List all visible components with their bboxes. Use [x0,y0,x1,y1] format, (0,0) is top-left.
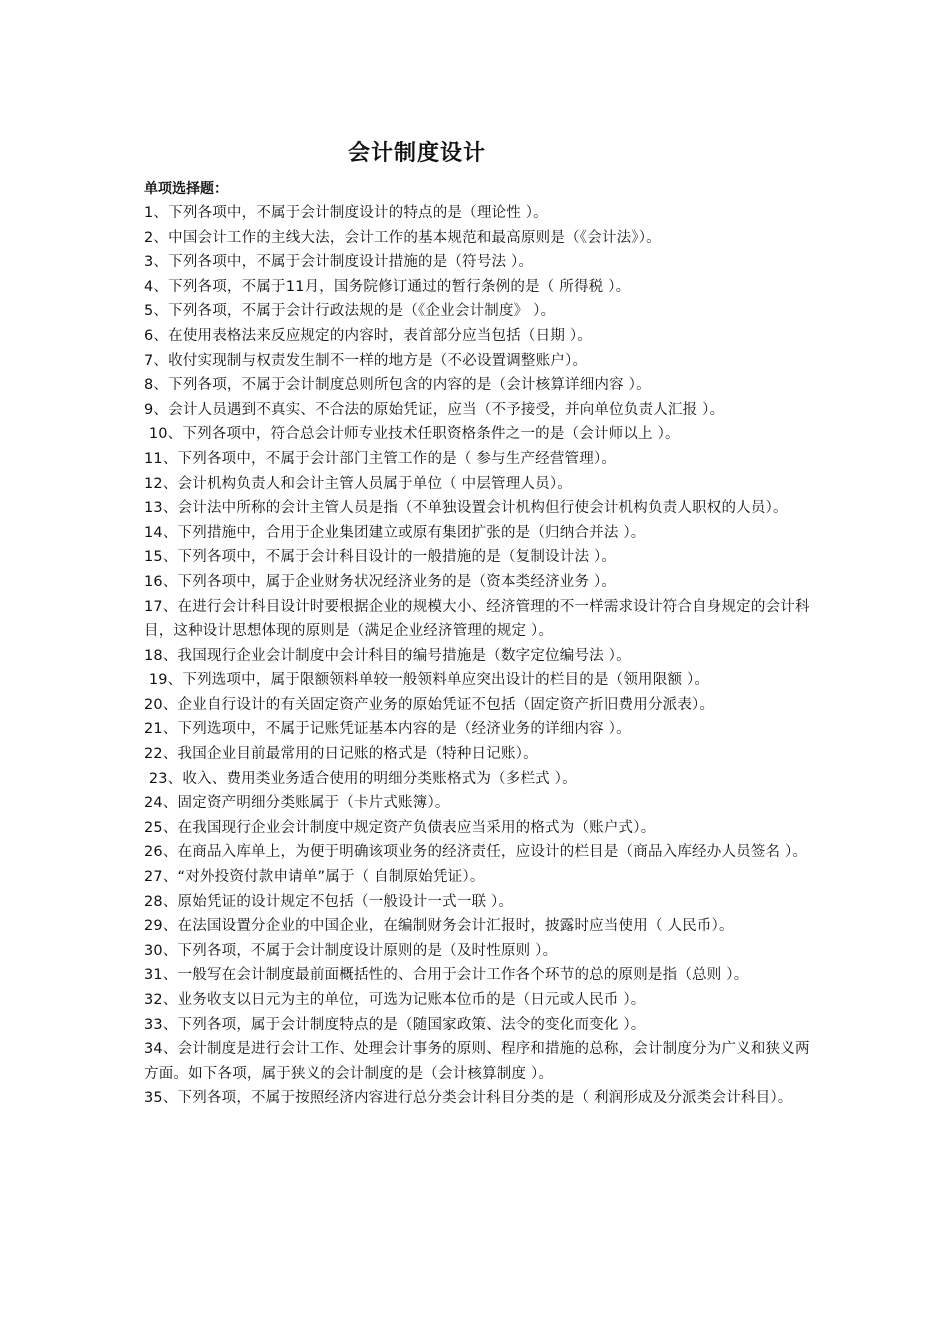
question-item: 1、下列各项中，不属于会计制度设计的特点的是（理论性 ）。 [144,205,548,221]
question-item: 30、下列各项，不属于会计制度设计原则的是（及时性原则 ）。 [144,942,558,959]
question-item: 4、下列各项，不属于11月，国务院修订通过的暂行条例的是（ 所得税 ）。 [144,278,631,295]
question-item: 22、我国企业目前最常用的日记账的格式是（特种日记账）。 [144,746,538,763]
question-item: 21、下列选项中，不属于记账凭证基本内容的是（经济业务的详细内容 ）。 [144,721,631,738]
question-item: 11、下列各项中，不属于会计部门主管工作的是（ 参与生产经营管理）。 [144,450,617,467]
question-item: 35、下列各项，不属于按照经济内容进行总分类会计科目分类的是（ 利润形成及分派类会计科目）。 [144,1090,793,1107]
question-item: 23、收入、费用类业务适合使用的明细分类账格式为（多栏式 ）。 [144,770,577,787]
question-item: 3、下列各项中，不属于会计制度设计措施的是（符号法 ）。 [144,254,534,271]
question-item: 10、下列各项中，符合总会计师专业技术任职资格条件之一的是（会计师以上 ）。 [144,426,680,443]
question-item: 12、会计机构负责人和会计主管人员属于单位（ 中层管理人员）。 [144,475,573,492]
question-list [144,201,824,1111]
question-item: 16、下列各项中，属于企业财务状况经济业务的是（资本类经济业务 ）。 [144,573,617,590]
question-item: 29、在法国设置分企业的中国企业，在编制财务会计汇报时，披露时应当使用（ 人民币）。 [144,918,734,935]
question-item: 9、会计人员遇到不真实、不合法的原始凭证，应当（不予接受，并向单位负责人汇报 ）。 [144,401,725,418]
question-item: 15、下列各项中，不属于会计科目设计的一般措施的是（复制设计法 ）。 [144,549,617,566]
question-item: 7、收付实现制与权责发生制不一样的地方是（不必设置调整账户）。 [144,352,588,369]
question-item: 20、企业自行设计的有关固定资产业务的原始凭证不包括（固定资产折旧费用分派表）。 [144,696,715,713]
question-item: 28、原始凭证的设计规定不包括（一般设计一式一联 ）。 [144,893,514,910]
question-item: 6、在使用表格法来反应规定的内容时，表首部分应当包括（日期 ）。 [144,327,592,344]
question-item: 18、我国现行企业会计制度中会计科目的编号措施是（数字定位编号法 ）。 [144,647,631,664]
question-item: 26、在商品入库单上，为便于明确该项业务的经济责任，应设计的栏目是（商品入库经办人员签名 ）。 [144,844,808,861]
question-item: 27、“对外投资付款申请单”属于（ 自制原始凭证）。 [144,869,485,886]
question-item: 24、固定资产明细分类账属于（卡片式账簿）。 [144,795,450,812]
section-heading: 单项选择题： [144,181,228,197]
question-item: 33、下列各项，属于会计制度特点的是（随国家政策、法令的变化而变化 ）。 [144,1016,646,1033]
question-item: 8、下列各项，不属于会计制度总则所包含的内容的是（会计核算详细内容 ）。 [144,377,651,394]
question-item: 31、一般写在会计制度最前面概括性的、合用于会计工作各个环节的总的原则是指（总则 ）。 [144,967,749,984]
question-item: 32、业务收支以日元为主的单位，可选为记账本位币的是（日元或人民币 ）。 [144,992,646,1008]
question-item: 13、会计法中所称的会计主管人员是指（不单独设置会计机构但行使会计机构负责人职权的人员）。 [144,500,788,517]
question-item: 17、在进行会计科目设计时要根据企业的规模大小、经济管理的不一样需求设计符合自身规定的会计科目，这种设计思想体现的原则是（满足企业经济管理的规定 ）。 [144,598,810,640]
question-item: 5、下列各项，不属于会计行政法规的是（《企业会计制度》 ）。 [144,303,556,320]
question-item: 2、中国会计工作的主线大法，会计工作的基本规范和最高原则是（《会计法》）。 [144,229,661,246]
question-item: 25、在我国现行企业会计制度中规定资产负债表应当采用的格式为（账户式）。 [144,819,656,836]
question-item: 34、会计制度是进行会计工作、处理会计事务的原则、程序和措施的总称，会计制度分为广义和狭义两方面。如下各项，属于狭义的会计制度的是（会计核算制度 ）。 [144,1041,810,1082]
document-title: 会计制度设计 [348,141,487,166]
question-item: 14、下列措施中，合用于企业集团建立或原有集团扩张的是（归纳合并法 ）。 [144,524,646,541]
question-item: 19、下列选项中，属于限额领料单较一般领料单应突出设计的栏目的是（领用限额 ）。 [144,672,710,689]
